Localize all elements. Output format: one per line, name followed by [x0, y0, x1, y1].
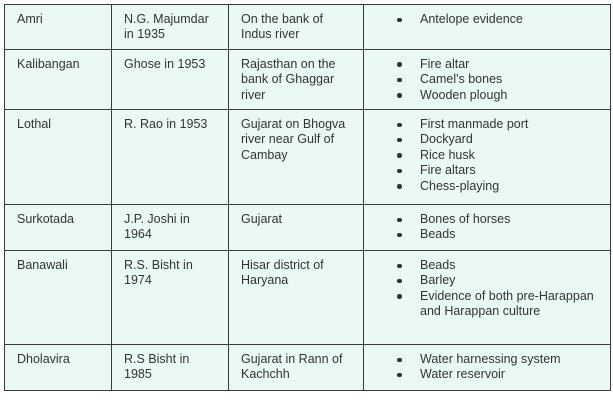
list-item: Water reservoir — [397, 367, 602, 382]
list-item: Camel's bones — [397, 72, 602, 87]
findings-cell — [364, 110, 611, 205]
table-row — [5, 205, 611, 251]
list-item: Barley — [397, 273, 602, 288]
list-item: Chess-playing — [397, 179, 602, 194]
findings-cell — [364, 205, 611, 251]
table-row — [5, 5, 611, 50]
site-cell: Dholavira — [5, 345, 112, 391]
discovered-cell: R.S. Bisht in 1974 — [112, 251, 229, 345]
table-row — [5, 251, 611, 345]
harappan-sites-table — [4, 4, 611, 391]
list-item: Beads — [397, 227, 602, 242]
findings-cell — [364, 5, 611, 50]
location-cell: Gujarat in Rann of Kachchh — [229, 345, 364, 391]
table-row — [5, 110, 611, 205]
table-row — [5, 49, 611, 109]
findings-list — [397, 258, 602, 320]
findings-cell — [364, 49, 611, 109]
list-item: Water harnessing system — [397, 352, 602, 367]
discovered-cell: Ghose in 1953 — [112, 49, 229, 109]
list-item: Dockyard — [397, 132, 602, 147]
table-row — [5, 345, 611, 391]
site-cell: Banawali — [5, 251, 112, 345]
list-item: Antelope evidence — [397, 12, 602, 27]
list-item: First manmade port — [397, 117, 602, 132]
findings-list — [397, 212, 602, 243]
site-cell: Surkotada — [5, 205, 112, 251]
discovered-cell: J.P. Joshi in 1964 — [112, 205, 229, 251]
location-cell: Hisar district of Haryana — [229, 251, 364, 345]
location-cell: Gujarat — [229, 205, 364, 251]
site-cell: Amri — [5, 5, 112, 50]
findings-cell — [364, 345, 611, 391]
list-item: Evidence of both pre-Harappan and Harappan culture — [397, 289, 602, 320]
findings-list — [397, 352, 602, 383]
discovered-cell: R.S Bisht in 1985 — [112, 345, 229, 391]
list-item: Wooden plough — [397, 88, 602, 103]
discovered-cell: R. Rao in 1953 — [112, 110, 229, 205]
findings-list — [397, 12, 602, 27]
site-cell: Lothal — [5, 110, 112, 205]
site-cell: Kalibangan — [5, 49, 112, 109]
discovered-cell: N.G. Majumdar in 1935 — [112, 5, 229, 50]
list-item: Bones of horses — [397, 212, 602, 227]
findings-list — [397, 57, 602, 103]
list-item: Fire altars — [397, 163, 602, 178]
location-cell: Gujarat on Bhogva river near Gulf of Cambay — [229, 110, 364, 205]
list-item: Fire altar — [397, 57, 602, 72]
findings-cell — [364, 251, 611, 345]
location-cell: Rajasthan on the bank of Ghaggar river — [229, 49, 364, 109]
findings-list — [397, 117, 602, 194]
list-item: Rice husk — [397, 148, 602, 163]
location-cell: On the bank of Indus river — [229, 5, 364, 50]
list-item: Beads — [397, 258, 602, 273]
